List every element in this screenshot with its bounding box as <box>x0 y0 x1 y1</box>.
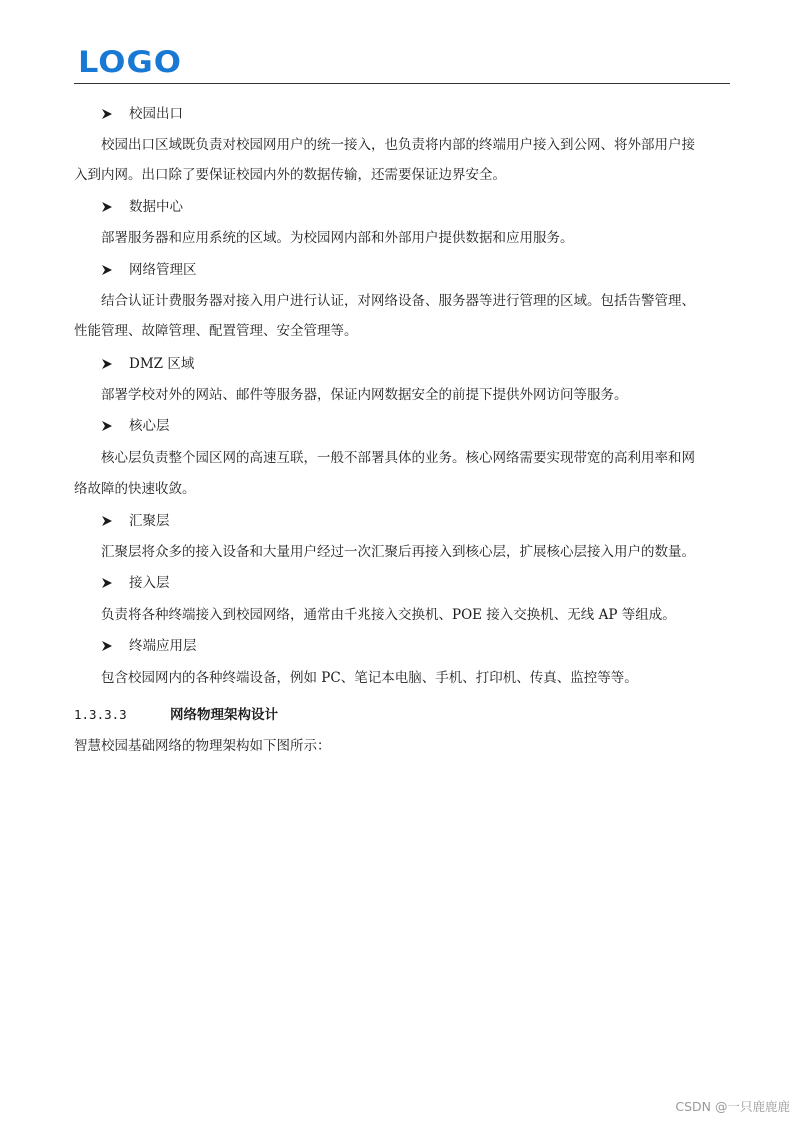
bullet-heading-label: 数据中心 <box>129 199 183 215</box>
paragraph-line: 包含校园网内的各种终端设备，例如 PC、笔记本电脑、手机、打印机、传真、监控等等。 <box>101 670 638 686</box>
bullet-heading-core-layer <box>101 416 170 436</box>
bullet-heading-label: 校园出口 <box>129 106 183 122</box>
arrowhead-bullet-icon <box>101 201 113 213</box>
paragraph-line: 络故障的快速收敛。 <box>74 481 196 497</box>
arrowhead-bullet-icon <box>101 420 113 432</box>
paragraph-line: 校园出口区域既负责对校园网用户的统一接入，也负责将内部的终端用户接入到公网、将外部用户接 <box>101 137 695 153</box>
arrowhead-bullet-icon <box>101 515 113 527</box>
bullet-heading-campus-exit <box>101 104 183 124</box>
paragraph-line: 入到内网。出口除了要保证校园内外的数据传输，还需要保证边界安全。 <box>74 167 506 183</box>
bullet-heading-label: 接入层 <box>129 575 170 591</box>
bullet-heading-label: 汇聚层 <box>129 513 170 529</box>
logo: LOGO <box>78 44 182 80</box>
paragraph-line: 核心层负责整个园区网的高速互联，一般不部署具体的业务。核心网络需要实现带宽的高利用率和网 <box>101 450 695 466</box>
bullet-heading-terminal-layer <box>101 636 197 656</box>
arrowhead-bullet-icon <box>101 358 113 370</box>
paragraph-line: 部署服务器和应用系统的区域。为校园网内部和外部用户提供数据和应用服务。 <box>101 230 574 246</box>
bullet-heading-label: 核心层 <box>129 418 170 434</box>
bullet-heading-aggregation-layer <box>101 511 170 531</box>
arrowhead-bullet-icon <box>101 108 113 120</box>
paragraph-line: 性能管理、故障管理、配置管理、安全管理等。 <box>74 323 358 339</box>
intro-paragraph: 智慧校园基础网络的物理架构如下图所示： <box>74 738 331 754</box>
bullet-heading-label: 终端应用层 <box>129 638 197 654</box>
arrowhead-bullet-icon <box>101 577 113 589</box>
subsection-title: 网络物理架构设计 <box>170 707 278 723</box>
arrowhead-bullet-icon <box>101 640 113 652</box>
bullet-heading-data-center <box>101 197 183 217</box>
subsection-heading <box>74 705 278 725</box>
watermark: CSDN @一只鹿鹿鹿 <box>675 1099 790 1114</box>
paragraph-line: 负责将各种终端接入到校园网络，通常由千兆接入交换机、POE 接入交换机、无线 AP 等组成。 <box>101 607 676 623</box>
subsection-number: 1.3.3.3 <box>74 707 127 722</box>
bullet-heading-network-management <box>101 260 197 280</box>
arrowhead-bullet-icon <box>101 264 113 276</box>
paragraph-line: 汇聚层将众多的接入设备和大量用户经过一次汇聚后再接入到核心层，扩展核心层接入用户的数量。 <box>101 544 695 560</box>
bullet-heading-label: DMZ 区域 <box>129 356 195 372</box>
header-divider <box>74 83 730 84</box>
paragraph-line: 部署学校对外的网站、邮件等服务器，保证内网数据安全的前提下提供外网访问等服务。 <box>101 387 628 403</box>
bullet-heading-dmz <box>101 354 194 374</box>
paragraph-line: 结合认证计费服务器对接入用户进行认证，对网络设备、服务器等进行管理的区域。包括告警管理、 <box>101 293 695 309</box>
bullet-heading-label: 网络管理区 <box>129 262 197 278</box>
bullet-heading-access-layer <box>101 573 170 593</box>
